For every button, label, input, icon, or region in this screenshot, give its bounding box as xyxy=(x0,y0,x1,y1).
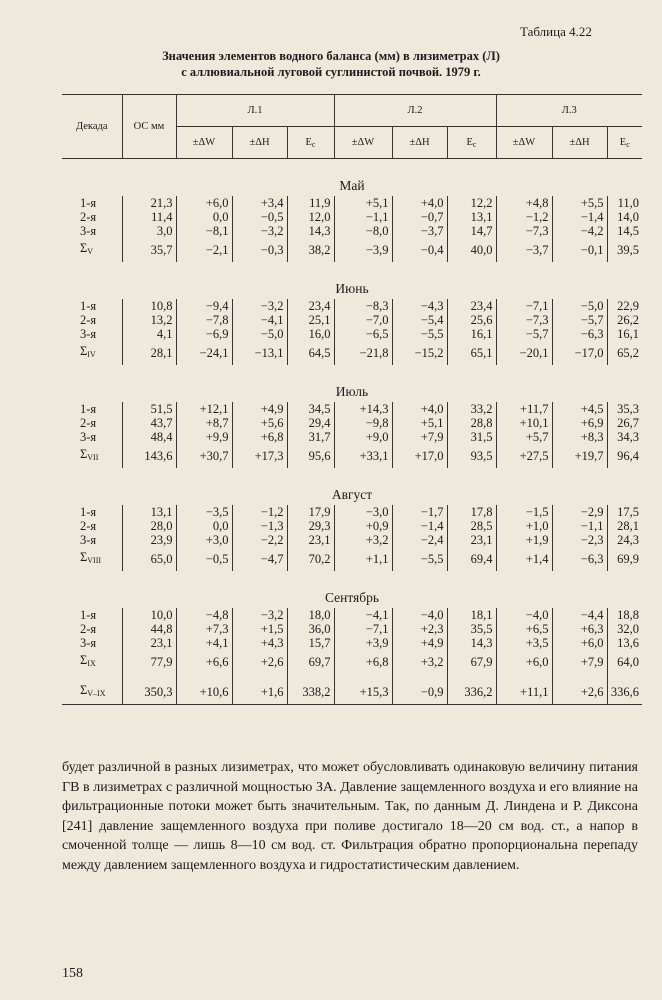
value-cell: 0,0 xyxy=(176,519,232,533)
value-cell: −3,2 xyxy=(232,299,287,313)
value-cell: 36,0 xyxy=(287,622,334,636)
total-row xyxy=(62,680,642,705)
value-cell: −17,0 xyxy=(552,341,607,365)
value-cell: +4,9 xyxy=(232,402,287,416)
sum-subscript: IV xyxy=(87,350,96,359)
value-cell: +1,1 xyxy=(334,547,392,571)
value-cell: +33,1 xyxy=(334,444,392,468)
value-cell: +11,1 xyxy=(496,680,552,705)
value-cell: −3,2 xyxy=(232,608,287,622)
value-cell: +5,7 xyxy=(496,430,552,444)
header-dw: ±ΔW xyxy=(496,127,552,159)
header-ec-letter: E xyxy=(466,136,473,148)
sum-subscript: V–IX xyxy=(87,689,106,698)
value-cell: 69,9 xyxy=(617,552,640,566)
value-cell: −8,3 xyxy=(334,299,392,313)
value-cell: −7,1 xyxy=(496,299,552,313)
month-heading: Июль xyxy=(335,384,369,399)
value-cell: +1,9 xyxy=(496,533,552,547)
value-cell: 51,5 xyxy=(122,402,176,416)
value-cell: 70,2 xyxy=(287,547,334,571)
value-cell: 15,7 xyxy=(287,636,334,650)
value-cell: −2,1 xyxy=(176,238,232,262)
value-cell: 23,9 xyxy=(122,533,176,547)
value-cell: 11,9 xyxy=(287,196,334,210)
value-cell: −5,7 xyxy=(496,327,552,341)
decade-label: 2-я xyxy=(62,416,122,430)
value-cell: 23,4 xyxy=(447,299,496,313)
header-dw: ±ΔW xyxy=(176,127,232,159)
value-cell: +6,0 xyxy=(176,196,232,210)
value-cell: −5,5 xyxy=(392,327,447,341)
value-cell: 48,4 xyxy=(122,430,176,444)
value-cell: −21,8 xyxy=(334,341,392,365)
value-cell: −8,1 xyxy=(176,224,232,238)
value-cell: −3,2 xyxy=(232,224,287,238)
value-cell: 77,9 xyxy=(122,650,176,674)
decade-row xyxy=(62,636,642,650)
value-cell: +3,2 xyxy=(334,533,392,547)
header-dw: ±ΔW xyxy=(334,127,392,159)
value-cell: +6,0 xyxy=(552,636,607,650)
value-cell: −7,8 xyxy=(176,313,232,327)
header-lysimeter-2: Л.2 xyxy=(334,95,496,127)
value-cell: −4,4 xyxy=(552,608,607,622)
value-cell: −4,0 xyxy=(496,608,552,622)
value-cell: −9,8 xyxy=(334,416,392,430)
value-cell: −4,8 xyxy=(176,608,232,622)
value-cell: 3,0 xyxy=(122,224,176,238)
value-cell: +8,7 xyxy=(176,416,232,430)
value-cell: 33,2 xyxy=(447,402,496,416)
value-cell: 28,8 xyxy=(447,416,496,430)
header-ec-sub: c xyxy=(472,139,477,149)
value-cell: +10,1 xyxy=(496,416,552,430)
value-cell: +7,9 xyxy=(392,430,447,444)
value-cell: −24,1 xyxy=(176,341,232,365)
value-cell: −3,7 xyxy=(392,224,447,238)
value-cell: 23,4 xyxy=(287,299,334,313)
value-cell: 13,1 xyxy=(122,505,176,519)
value-cell: +8,3 xyxy=(552,430,607,444)
month-heading: Июнь xyxy=(335,281,369,296)
decade-label: 2-я xyxy=(62,622,122,636)
value-cell: −1,1 xyxy=(552,519,607,533)
value-cell: 10,0 xyxy=(122,608,176,622)
value-cell: +7,9 xyxy=(552,650,607,674)
value-cell: 13,1 xyxy=(447,210,496,224)
value-cell: 65,1 xyxy=(447,341,496,365)
decade-row xyxy=(62,416,642,430)
decade-row xyxy=(62,299,642,313)
value-cell: 26,7 xyxy=(617,416,640,430)
value-cell: 34,3 xyxy=(617,430,640,444)
header-dh: ±ΔH xyxy=(392,127,447,159)
value-cell: +5,6 xyxy=(232,416,287,430)
value-cell: +6,3 xyxy=(552,622,607,636)
value-cell: 0,0 xyxy=(176,210,232,224)
value-cell: 14,0 xyxy=(617,210,640,224)
value-cell: 65,0 xyxy=(122,547,176,571)
decade-row xyxy=(62,210,642,224)
value-cell: 44,8 xyxy=(122,622,176,636)
value-cell: −4,7 xyxy=(232,547,287,571)
value-cell: +6,6 xyxy=(176,650,232,674)
value-cell: +17,0 xyxy=(392,444,447,468)
value-cell: +17,3 xyxy=(232,444,287,468)
value-cell: +5,1 xyxy=(334,196,392,210)
value-cell: −1,1 xyxy=(334,210,392,224)
sum-label xyxy=(62,444,122,468)
header-ec-letter: E xyxy=(305,136,312,148)
sum-label xyxy=(62,547,122,571)
value-cell: 21,3 xyxy=(122,196,176,210)
decade-label: 3-я xyxy=(62,533,122,547)
value-cell: −7,0 xyxy=(334,313,392,327)
value-cell: +1,4 xyxy=(496,547,552,571)
value-cell: −2,4 xyxy=(392,533,447,547)
value-cell: −7,1 xyxy=(334,622,392,636)
header-os: ОС мм xyxy=(122,95,176,159)
sum-symbol: Σ xyxy=(80,344,88,358)
value-cell: +14,3 xyxy=(334,402,392,416)
decade-row xyxy=(62,533,642,547)
decade-row xyxy=(62,327,642,341)
value-cell: 11,0 xyxy=(617,196,640,210)
header-ec xyxy=(447,127,496,159)
decade-row xyxy=(62,402,642,416)
value-cell: −4,2 xyxy=(552,224,607,238)
decade-label: 1-я xyxy=(62,505,122,519)
decade-label: 2-я xyxy=(62,519,122,533)
sum-label xyxy=(62,238,122,262)
value-cell: −1,2 xyxy=(232,505,287,519)
value-cell: −5,7 xyxy=(552,313,607,327)
sum-symbol: Σ xyxy=(80,653,88,667)
decade-label: 1-я xyxy=(62,402,122,416)
value-cell: +1,5 xyxy=(232,622,287,636)
value-cell: 14,5 xyxy=(617,224,640,238)
value-cell: −2,3 xyxy=(552,533,607,547)
value-cell: −6,5 xyxy=(334,327,392,341)
value-cell: +4,8 xyxy=(496,196,552,210)
table-title-line-2: с аллювиальной луговой суглинистой почвой. 1979 г. xyxy=(181,65,481,79)
value-cell: −1,5 xyxy=(496,505,552,519)
value-cell: 31,5 xyxy=(447,430,496,444)
decade-label: 1-я xyxy=(62,196,122,210)
value-cell: 65,2 xyxy=(617,346,640,360)
value-cell: 24,3 xyxy=(617,533,640,547)
value-cell: −0,3 xyxy=(232,238,287,262)
value-cell: +7,3 xyxy=(176,622,232,636)
value-cell: +19,7 xyxy=(552,444,607,468)
value-cell: −2,9 xyxy=(552,505,607,519)
value-cell: 35,7 xyxy=(122,238,176,262)
sum-symbol: Σ xyxy=(80,241,88,255)
value-cell: 35,3 xyxy=(617,402,640,416)
value-cell: 17,9 xyxy=(287,505,334,519)
value-cell: 95,6 xyxy=(287,444,334,468)
value-cell: 14,3 xyxy=(287,224,334,238)
decade-label: 2-я xyxy=(62,313,122,327)
value-cell: 17,8 xyxy=(447,505,496,519)
value-cell: 18,0 xyxy=(287,608,334,622)
value-cell: −4,3 xyxy=(392,299,447,313)
value-cell: 29,3 xyxy=(287,519,334,533)
month-heading: Сентябрь xyxy=(324,590,380,605)
header-decade: Декада xyxy=(62,95,122,159)
value-cell: +4,1 xyxy=(176,636,232,650)
value-cell: +9,0 xyxy=(334,430,392,444)
decade-row xyxy=(62,430,642,444)
decade-row xyxy=(62,313,642,327)
value-cell: 28,1 xyxy=(617,519,640,533)
value-cell: +0,9 xyxy=(334,519,392,533)
value-cell: 34,5 xyxy=(287,402,334,416)
value-cell: 12,2 xyxy=(447,196,496,210)
value-cell: −6,9 xyxy=(176,327,232,341)
month-heading: Август xyxy=(331,487,373,502)
value-cell: −4,1 xyxy=(334,608,392,622)
value-cell: 336,2 xyxy=(447,680,496,705)
value-cell: 69,7 xyxy=(287,650,334,674)
decade-label: 1-я xyxy=(62,608,122,622)
value-cell: −6,3 xyxy=(552,327,607,341)
month-sum-row xyxy=(62,238,642,262)
value-cell: 22,9 xyxy=(617,299,640,313)
value-cell: 12,0 xyxy=(287,210,334,224)
value-cell: +4,0 xyxy=(392,402,447,416)
value-cell: 13,2 xyxy=(122,313,176,327)
decade-row xyxy=(62,519,642,533)
value-cell: 93,5 xyxy=(447,444,496,468)
sum-symbol: Σ xyxy=(80,683,88,697)
table-body xyxy=(62,159,642,705)
value-cell: −2,2 xyxy=(232,533,287,547)
value-cell: −15,2 xyxy=(392,341,447,365)
value-cell: −6,3 xyxy=(552,547,607,571)
value-cell: 32,0 xyxy=(617,622,640,636)
value-cell: −0,5 xyxy=(176,547,232,571)
value-cell: 14,7 xyxy=(447,224,496,238)
value-cell: 338,2 xyxy=(287,680,334,705)
decade-row xyxy=(62,505,642,519)
value-cell: 96,4 xyxy=(617,449,640,463)
value-cell: +2,6 xyxy=(552,680,607,705)
value-cell: 16,1 xyxy=(617,327,640,341)
header-ec-letter: E xyxy=(619,136,627,148)
value-cell: −13,1 xyxy=(232,341,287,365)
value-cell: −1,4 xyxy=(552,210,607,224)
sum-symbol: Σ xyxy=(80,550,88,564)
value-cell: 16,1 xyxy=(447,327,496,341)
water-balance-table xyxy=(62,94,642,705)
month-sum-row xyxy=(62,341,642,365)
value-cell: −4,0 xyxy=(392,608,447,622)
value-cell: +6,9 xyxy=(552,416,607,430)
value-cell: −0,5 xyxy=(232,210,287,224)
value-cell: −0,7 xyxy=(392,210,447,224)
value-cell: 4,1 xyxy=(122,327,176,341)
value-cell: −1,7 xyxy=(392,505,447,519)
value-cell: −5,0 xyxy=(552,299,607,313)
header-ec-sub: c xyxy=(626,139,630,149)
value-cell: +10,6 xyxy=(176,680,232,705)
table-title-line-1: Значения элементов водного баланса (мм) в лизиметрах (Л) xyxy=(162,49,500,63)
value-cell: +3,4 xyxy=(232,196,287,210)
value-cell: 28,1 xyxy=(122,341,176,365)
value-cell: 336,6 xyxy=(607,680,642,705)
value-cell: +2,6 xyxy=(232,650,287,674)
value-cell: 69,4 xyxy=(447,547,496,571)
header-ec xyxy=(287,127,334,159)
value-cell: −3,9 xyxy=(334,238,392,262)
decade-label: 3-я xyxy=(62,224,122,238)
header-ec-sub: c xyxy=(311,139,316,149)
sum-subscript: VII xyxy=(87,453,99,462)
value-cell: −0,4 xyxy=(392,238,447,262)
value-cell: +4,0 xyxy=(392,196,447,210)
value-cell: 350,3 xyxy=(122,680,176,705)
decade-label: 3-я xyxy=(62,636,122,650)
value-cell: −5,0 xyxy=(232,327,287,341)
header-lysimeter-3: Л.3 xyxy=(496,95,642,127)
value-cell: −5,5 xyxy=(392,547,447,571)
page-number: 158 xyxy=(62,966,83,981)
month-sum-row xyxy=(62,444,642,468)
value-cell: 18,8 xyxy=(617,608,640,622)
value-cell: 25,6 xyxy=(447,313,496,327)
value-cell: −0,1 xyxy=(552,238,607,262)
value-cell: 26,2 xyxy=(617,313,640,327)
body-paragraph: будет различной в разных лизиметрах, что может обусловливать одинаковую величину питания ГВ в лизиметрах с различной мощностью ЗА. Давление защемленного воздуха и его влияние на фильтрационные потоки может быть значительным. Так, по данным Д. Линдена и Р. Диксона [241] давление защемленного воздуха при поливе достигало 18—20 см вод. ст., а напор в смоченной толще — лишь 8—10 см вод. ст. Фильтрация обратно пропорциональна перепаду между давлением защемленного воздуха и гидростатистическим давлением. xyxy=(62,760,638,873)
value-cell: −9,4 xyxy=(176,299,232,313)
value-cell: +11,7 xyxy=(496,402,552,416)
value-cell: 39,5 xyxy=(617,243,640,257)
value-cell: 67,9 xyxy=(447,650,496,674)
value-cell: +6,8 xyxy=(232,430,287,444)
month-heading: Май xyxy=(339,178,365,193)
value-cell: 25,1 xyxy=(287,313,334,327)
value-cell: −3,7 xyxy=(496,238,552,262)
value-cell: 43,7 xyxy=(122,416,176,430)
value-cell: +1,6 xyxy=(232,680,287,705)
value-cell: 64,0 xyxy=(617,655,640,669)
value-cell: +3,5 xyxy=(496,636,552,650)
value-cell: +2,3 xyxy=(392,622,447,636)
value-cell: 31,7 xyxy=(287,430,334,444)
header-dh: ±ΔH xyxy=(552,127,607,159)
value-cell: −3,0 xyxy=(334,505,392,519)
header-lysimeter-1: Л.1 xyxy=(176,95,334,127)
value-cell: +4,9 xyxy=(392,636,447,650)
value-cell: +30,7 xyxy=(176,444,232,468)
sum-label xyxy=(62,680,122,705)
value-cell: 13,6 xyxy=(617,636,640,650)
value-cell: 23,1 xyxy=(447,533,496,547)
decade-row xyxy=(62,224,642,238)
decade-label: 3-я xyxy=(62,327,122,341)
value-cell: −1,2 xyxy=(496,210,552,224)
decade-label: 3-я xyxy=(62,430,122,444)
value-cell: 28,5 xyxy=(447,519,496,533)
value-cell: +6,5 xyxy=(496,622,552,636)
table-number: Таблица 4.22 xyxy=(520,24,592,39)
value-cell: +3,0 xyxy=(176,533,232,547)
sum-subscript: V xyxy=(87,247,94,256)
value-cell: −8,0 xyxy=(334,224,392,238)
value-cell: −5,4 xyxy=(392,313,447,327)
value-cell: 28,0 xyxy=(122,519,176,533)
value-cell: +12,1 xyxy=(176,402,232,416)
value-cell: 10,8 xyxy=(122,299,176,313)
value-cell: 14,3 xyxy=(447,636,496,650)
decade-row xyxy=(62,622,642,636)
decade-row xyxy=(62,196,642,210)
value-cell: −7,3 xyxy=(496,224,552,238)
value-cell: 16,0 xyxy=(287,327,334,341)
value-cell: 17,5 xyxy=(617,505,640,519)
value-cell: 23,1 xyxy=(122,636,176,650)
value-cell: −0,9 xyxy=(392,680,447,705)
value-cell: +6,0 xyxy=(496,650,552,674)
value-cell: 29,4 xyxy=(287,416,334,430)
month-sum-row xyxy=(62,547,642,571)
value-cell: +4,5 xyxy=(552,402,607,416)
value-cell: +15,3 xyxy=(334,680,392,705)
value-cell: −4,1 xyxy=(232,313,287,327)
value-cell: 23,1 xyxy=(287,533,334,547)
sum-label xyxy=(62,341,122,365)
value-cell: 143,6 xyxy=(122,444,176,468)
value-cell: −1,3 xyxy=(232,519,287,533)
value-cell: +9,9 xyxy=(176,430,232,444)
value-cell: −7,3 xyxy=(496,313,552,327)
value-cell: 18,1 xyxy=(447,608,496,622)
value-cell: +6,8 xyxy=(334,650,392,674)
value-cell: −3,5 xyxy=(176,505,232,519)
decade-label: 2-я xyxy=(62,210,122,224)
value-cell: +3,2 xyxy=(392,650,447,674)
sum-label xyxy=(62,650,122,674)
sum-symbol: Σ xyxy=(80,447,88,461)
sum-subscript: VIII xyxy=(87,556,102,565)
value-cell: −1,4 xyxy=(392,519,447,533)
decade-row xyxy=(62,608,642,622)
value-cell: 40,0 xyxy=(447,238,496,262)
value-cell: +5,1 xyxy=(392,416,447,430)
header-dh: ±ΔH xyxy=(232,127,287,159)
value-cell: +4,3 xyxy=(232,636,287,650)
value-cell: 35,5 xyxy=(447,622,496,636)
value-cell: 11,4 xyxy=(122,210,176,224)
value-cell: 64,5 xyxy=(287,341,334,365)
month-sum-row xyxy=(62,650,642,674)
value-cell: +1,0 xyxy=(496,519,552,533)
value-cell: +3,9 xyxy=(334,636,392,650)
value-cell: +27,5 xyxy=(496,444,552,468)
header-ec xyxy=(607,127,642,159)
value-cell: +5,5 xyxy=(552,196,607,210)
sum-subscript: IX xyxy=(87,659,96,668)
decade-label: 1-я xyxy=(62,299,122,313)
value-cell: −20,1 xyxy=(496,341,552,365)
value-cell: 38,2 xyxy=(287,238,334,262)
